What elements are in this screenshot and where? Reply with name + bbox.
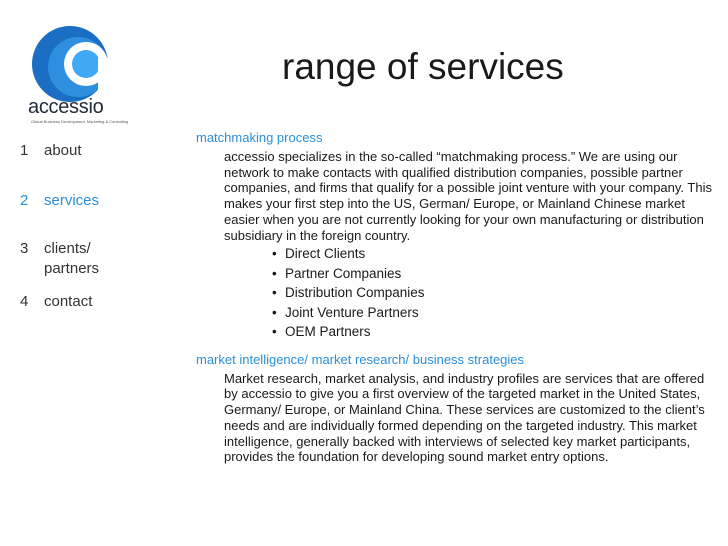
nav-item-clients-partners[interactable] — [20, 239, 99, 279]
list-item: • OEM Partners — [272, 324, 371, 340]
list-item: • Partner Companies — [272, 265, 402, 281]
section-heading: market intelligence/ market research/ business strategies — [196, 351, 525, 367]
nav-item-services[interactable] — [20, 191, 99, 211]
nav-item-about[interactable] — [20, 141, 82, 161]
nav-item-number: 2 — [20, 192, 29, 209]
nav-item-label: services — [44, 192, 100, 209]
nav-item-number: 1 — [20, 142, 29, 159]
logo-tagline: Global Business Development, Marketing & Consulting — [31, 119, 129, 124]
section-matchmaking — [196, 130, 720, 342]
nav-item-contact[interactable] — [20, 292, 92, 312]
nav-item-number: 4 — [20, 293, 29, 310]
main-content — [196, 130, 720, 465]
section-body: Market research, market analysis, and industry profiles are services that are offered by accessio to give you a first overview of the targeted market in the United States, Germany/ Europe, or Mainland China. These services are customized to the client’s needs and are individually formed depending on the targeted industry. This market intelligence, generally backed with interviews of selected key market participants, provides the foundation for developing sound market entry options. — [224, 370, 705, 465]
nav-item-number: 3 — [20, 240, 29, 257]
logo-wordmark: accessio — [28, 96, 104, 118]
section-heading: matchmaking process — [196, 130, 323, 145]
list-item: • Distribution Companies — [272, 285, 425, 301]
page-title: range of services — [282, 46, 564, 87]
section-body: accessio specializes in the so-called “matchmaking process.” We are using our network to make contacts with qualified distribution companies, possible partner companies, and firms that qualify for a possible joint venture with your company. This makes your first step into the US, German/ Europe, or Mainland Chinese market easier when you are not currently looking for your own manufacturing or distribution subsidiary in the foreign country. — [224, 149, 712, 243]
list-item: • Joint Venture Partners — [272, 304, 419, 320]
nav-item-label: contact — [44, 293, 93, 310]
nav-item-label: clients/ partners — [44, 240, 100, 277]
section-market-intelligence — [196, 352, 720, 465]
list-item: • Direct Clients — [272, 246, 366, 262]
nav-item-label: about — [44, 142, 82, 159]
bullet-list — [272, 244, 720, 342]
